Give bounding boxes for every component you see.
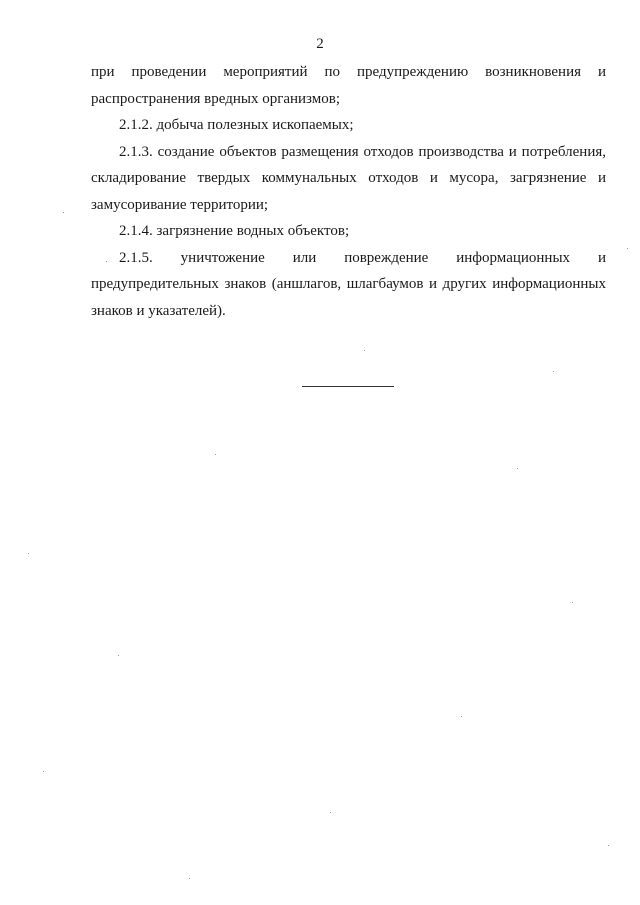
paragraph-continuation: при проведении мероприятий по предупреждению возникновения и распространения вредных организмов; (91, 64, 606, 107)
scan-speck (106, 261, 107, 262)
scan-speck (189, 878, 190, 879)
scan-speck (364, 350, 365, 351)
paragraph-2-1-5: 2.1.5. уничтожение или повреждение информационных и предупредительных знаков (аншлагов, шлагбаумов и других информационных знаков и указателей). (91, 249, 606, 319)
scan-speck (330, 812, 331, 813)
scan-speck (627, 248, 628, 249)
scan-speck (553, 371, 554, 372)
document-body (91, 59, 606, 324)
scan-speck (215, 454, 216, 455)
paragraph-2-1-2: 2.1.2. добыча полезных ископаемых; (119, 117, 354, 133)
end-of-text-rule (302, 386, 394, 387)
scan-speck (517, 468, 518, 469)
scan-speck (608, 845, 609, 846)
scan-speck (28, 553, 29, 554)
paragraph-2-1-3: 2.1.3. создание объектов размещения отходов производства и потребления, складирование твердых коммунальных отходов и мусора, загрязнение и замусоривание территории; (91, 143, 606, 213)
scan-speck (572, 602, 573, 603)
scan-speck (118, 655, 119, 656)
scan-speck (63, 212, 64, 213)
page-number: 2 (316, 36, 324, 52)
scan-speck (43, 771, 44, 772)
scan-speck (461, 716, 462, 717)
paragraph-2-1-4: 2.1.4. загрязнение водных объектов; (119, 223, 350, 239)
